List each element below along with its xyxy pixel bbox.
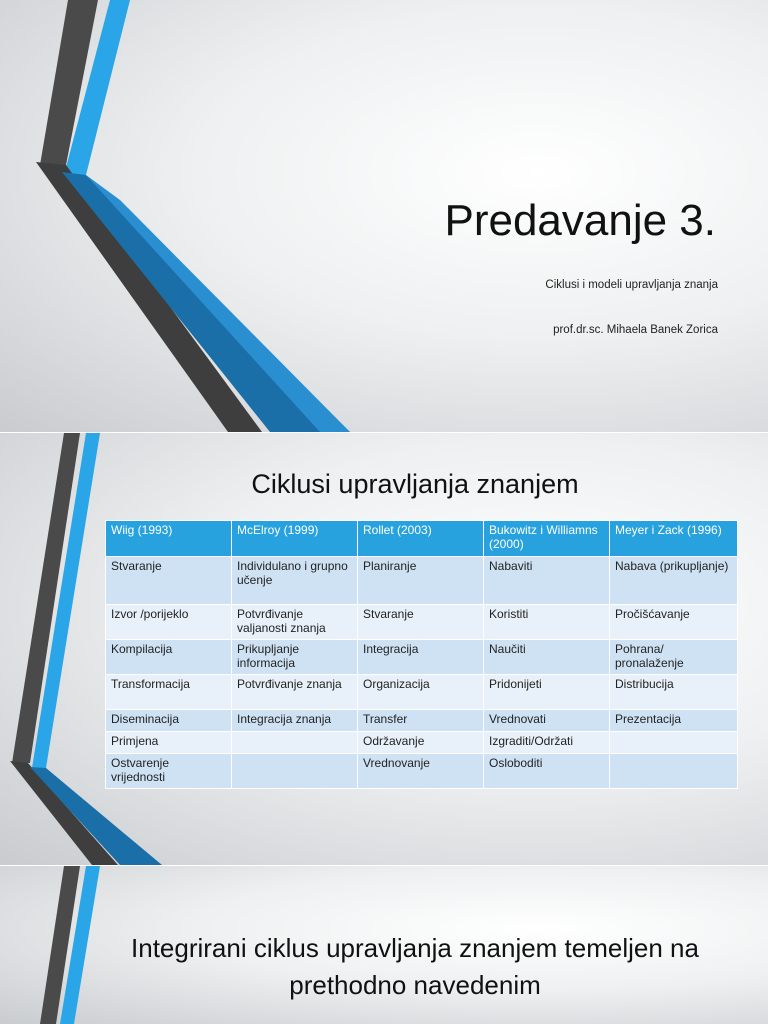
table-cell: Potvrđivanje valjanosti znanja	[232, 605, 358, 640]
table-row	[106, 640, 738, 675]
presentation-subtitle: Ciklusi i modeli upravljanja znanja	[545, 279, 718, 291]
table-cell: Pohrana/ pronalaženje	[610, 640, 738, 675]
table-header-cell: Meyer i Zack (1996)	[610, 521, 738, 557]
table-cell: Individulano i grupno učenje	[232, 557, 358, 605]
slide-title: Ciklusi upravljanja znanjem	[251, 469, 579, 499]
table-cell: Diseminacija	[106, 710, 232, 732]
table-cell: Prezentacija	[610, 710, 738, 732]
table-cell: Integracija	[358, 640, 484, 675]
table-cell: Osloboditi	[484, 754, 610, 789]
knowledge-cycles-table	[105, 520, 738, 789]
slide-2	[0, 433, 768, 865]
table-cell: Transfer	[358, 710, 484, 732]
table-cell: Stvaranje	[106, 557, 232, 605]
table-cell: Transformacija	[106, 675, 232, 710]
table-row	[106, 710, 738, 732]
table-cell	[610, 732, 738, 754]
table-cell: Pročišćavanje	[610, 605, 738, 640]
presentation-title: Predavanje 3.	[444, 196, 716, 245]
table-cell: Ostvarenje vrijednosti	[106, 754, 232, 789]
table-cell: Pridonijeti	[484, 675, 610, 710]
table-cell: Potvrđivanje znanja	[232, 675, 358, 710]
table-cell: Prikupljanje informacija	[232, 640, 358, 675]
table-cell: Integracija znanja	[232, 710, 358, 732]
table-cell: Kompilacija	[106, 640, 232, 675]
table-cell: Stvaranje	[358, 605, 484, 640]
dark-bar-shape	[10, 761, 118, 865]
table-cell: Koristiti	[484, 605, 610, 640]
table-header-row	[106, 521, 738, 557]
table-cell: Naučiti	[484, 640, 610, 675]
table-cell	[232, 754, 358, 789]
table-cell	[610, 754, 738, 789]
table-cell: Organizacija	[358, 675, 484, 710]
table-cell: Planiranje	[358, 557, 484, 605]
table-cell: Održavanje	[358, 732, 484, 754]
table-cell: Primjena	[106, 732, 232, 754]
table-header-cell: Rollet (2003)	[358, 521, 484, 557]
table-row	[106, 557, 738, 605]
table-cell	[232, 732, 358, 754]
table-row	[106, 605, 738, 640]
table-cell: Vrednovanje	[358, 754, 484, 789]
slide-title: Integrirani ciklus upravljanja znanjem temeljen na prethodno navedenim	[131, 933, 699, 1000]
table-cell: Nabaviti	[484, 557, 610, 605]
dark-bar-shape	[36, 162, 262, 432]
slide-1	[0, 0, 768, 432]
table-cell: Izgraditi/Održati	[484, 732, 610, 754]
slide-3	[0, 866, 768, 1024]
table-header-cell: Bukowitz i Williamns (2000)	[484, 521, 610, 557]
presentation-author: prof.dr.sc. Mihaela Banek Zorica	[553, 324, 718, 336]
table-row	[106, 675, 738, 710]
table-row	[106, 732, 738, 754]
table-cell: Izvor /porijeklo	[106, 605, 232, 640]
table-header-cell: Wiig (1993)	[106, 521, 232, 557]
table-cell: Nabava (prikupljanje)	[610, 557, 738, 605]
table-header-cell: McElroy (1999)	[232, 521, 358, 557]
table-row	[106, 754, 738, 789]
table-cell: Vrednovati	[484, 710, 610, 732]
table-cell: Distribucija	[610, 675, 738, 710]
